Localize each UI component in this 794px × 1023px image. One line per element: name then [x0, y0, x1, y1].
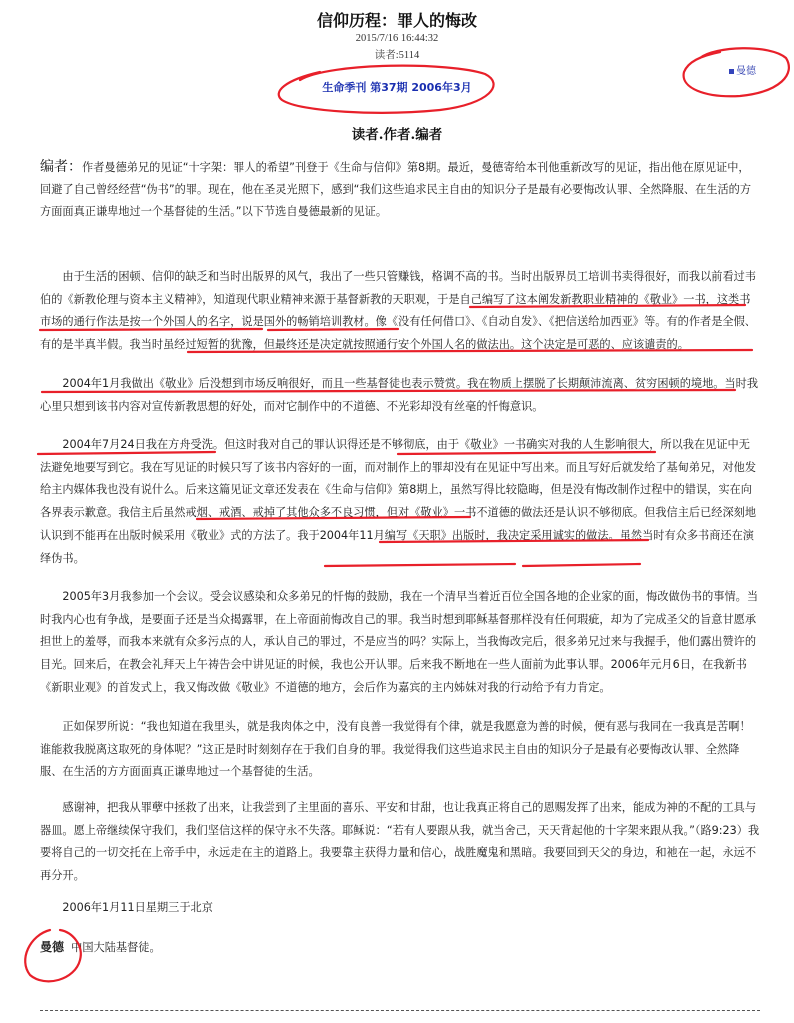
- paragraph-1: 由于生活的困顿、信仰的缺乏和当时出版界的风气，我出了一些只管赚钱，格调不高的书。当时出版界员工培训书卖得很好，而我以前看过韦伯的《新教伦理与资本主义精神》，知道现代职业精神来源于基督新教的天职观，于是自己编写了这本阐发新教职业精神的《敬业》一书，这类书市场的通行作法是按一个外国人的名字，说是国外的畅销培训教材。像《没有任何借口》、《自动自发》、《把信送给加西亚》等。有的作者是全假、有的是半真半假。我当时虽经过短暂的犹豫，但最终还是决定就按照通行安个外国人名的做法出。这个决定是可恶的、应该谴责的。: [40, 270, 757, 352]
- signoff-name: 曼德: [40, 940, 65, 954]
- article-date: 2015/7/16 16:44:32: [355, 33, 439, 44]
- author-link[interactable]: [729, 62, 756, 77]
- editor-note-label: 编者：: [40, 159, 82, 175]
- issue-link[interactable]: 生命季刊 第37期 2006年3月: [322, 81, 472, 94]
- paragraph-2: 2004年1月我做出《敬业》后没想到市场反响很好，而且一些基督徒也表示赞赏。我在物质上摆脱了长期颠沛流离、贫穷困顿的境地。当时我心里只想到该书内容对宣传新教思想的好处，而对它制作中的不道德、不光彩却没有丝毫的忏悔意识。: [40, 377, 759, 413]
- paragraph-5: 正如保罗所说：“我也知道在我里头，就是我肉体之中，没有良善一我觉得有个律，就是我愿意为善的时候，便有恶与我同在一我真是苦啊！谁能救我脱离这取死的身体呢？”这正是时时刻刻存在于我们自身的罪。我觉得我们这些追求民主自由的知识分子是最有必要悔改认罪、全然降服、在生活的方方面面真正谦卑地过一个基督徒的生活。: [40, 720, 751, 779]
- signoff-description: 中国大陆基督徒。: [71, 941, 161, 954]
- paragraph-3: 2004年7月24日我在方舟受洗。但这时我对自己的罪认识得还是不够彻底，由于《敬业》一书确实对我的人生影响很大，所以我在见证中无法避免地要写到它。我在写见证的时候只写了该书内容好的一面，而对制作上的罪却没有在见证中写出来。而且写好后就发给了基甸弟兄，对他发给主内媒体我也没有说什么。后来这篇见证文章还发表在《生命与信仰》第8期上，虽然写得比较隐晦，但是没有悔改制作过程中的错误，实在向各界表示歉意。我信主后虽然戒烟、戒酒、戒掉了其他众多不良习惯，但对《敬业》一书不道德的做法还是认识不够彻底。但我信主后已经深刻地认识到不能再在出版时候采用《敬业》式的方法了。我于2004年11月编写《天职》出版时，我决定采用诚实的做法。虽然当时有众多书商还在演绎伪书。: [40, 438, 757, 565]
- paragraph-6: 感谢神，把我从罪孽中拯救了出来，让我尝到了主里面的喜乐、平安和甘甜，也让我真正将自己的恩赐发挥了出来，能成为神的不配的工具与器皿。愿上帝继续保守我们，我们坚信这样的保守永不失落。耶稣说：“若有人要跟从我，就当舍己，天天背起他的十字架来跟从我。”（路9:23）我要将自己的一切交托在上帝手中，永远走在主的道路上。我要靠主获得力量和信心，战胜魔鬼和黑暗。我要回到天父的身边，和祂在一起，永远不再分开。: [40, 801, 760, 883]
- article-view-count: 读者:5114: [374, 50, 420, 61]
- article-title: 信仰历程：罪人的悔改: [316, 11, 477, 30]
- signoff: [40, 936, 161, 959]
- bullet-square-icon: [729, 69, 734, 74]
- signoff-date: 2006年1月11日星期三于北京: [62, 901, 213, 914]
- section-title: 读者.作者.编者: [351, 127, 443, 143]
- author-link-label: 曼德: [736, 66, 756, 77]
- editor-note: [40, 156, 760, 223]
- dashed-divider: [40, 1010, 760, 1011]
- editor-note-text: 作者曼德弟兄的见证“十字架：罪人的希望”刊登于《生命与信仰》第8期。最近，曼德寄给本刊他重新改写的见证，指出他在原见证中，回避了自己曾经经营“伪书”的罪。现在，他在圣灵光照下，感到“我们这些追求民主自由的知识分子是最有必要悔改认罪、全然降服、在生活的方方面面真正谦卑地过一个基督徒的生活。”以下节选自曼德最新的见证。: [40, 161, 752, 218]
- paragraph-4: 2005年3月我参加一个会议。受会议感染和众多弟兄的忏悔的鼓励，我在一个清早当着近百位全国各地的企业家的面，悔改做伪书的事情。当时我内心也有争战，是要面子还是当众揭露罪，在上帝面前悔改自己的罪。我当时想到耶稣基督那样没有任何瑕疵，却为了完成圣父的旨意甘愿承担世上的羞辱，而我本来就有众多污点的人，承认自己的罪过，不是应当的吗？实际上，当我悔改完后，很多弟兄过来与我握手，他们露出赞许的目光。回来后，在教会礼拜天上午祷告会中讲见证的时候，我也公开认罪。后来我不断地在一些人面前为此事认罪。2006年元月6日，在我新书《新职业观》的首发式上，我又悔改做《敬业》不道德的地方，会后作为嘉宾的主内姊妹对我的行动给予有力肯定。: [40, 590, 759, 694]
